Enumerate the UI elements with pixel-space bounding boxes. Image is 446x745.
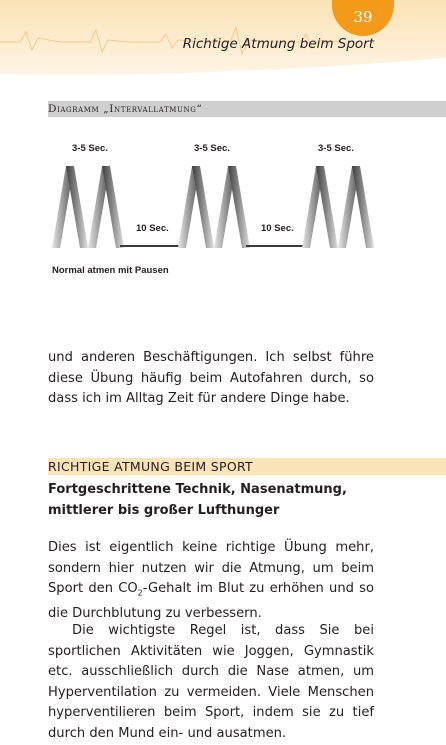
breath-group-2	[178, 166, 250, 248]
pause-duration-label-2: 10 Sec.	[261, 223, 294, 234]
section-heading: RICHTIGE ATMUNG BEIM SPORT	[48, 459, 253, 474]
interval-breathing-diagram	[44, 138, 380, 280]
page-number: 39	[353, 8, 373, 26]
section-heading-bar	[48, 458, 446, 475]
breath-duration-label-3: 3-5 Sec.	[318, 143, 354, 154]
section-paragraph-2: Die wichtigste Regel ist, dass Sie bei sportlichen Aktivitäten wie Joggen, Gymnastik etc. ausschließlich durch die Nase atmen, um Hyperventilation zu vermeiden. Viele Menschen hyperventilieren beim Sport, indem sie zu tief durch den Mund ein- und ausatmen.	[48, 623, 374, 741]
breathing-wave-illustration	[44, 138, 380, 280]
paragraph-top: und anderen Beschäftigungen. Ich selbst führe diese Übung häufig beim Autofahren durch, so dass ich im Alltag Zeit für andere Dinge habe.	[48, 350, 374, 407]
running-title: Richtige Atmung beim Sport	[182, 36, 374, 52]
diagram-heading-bar	[48, 101, 446, 117]
paragraph-1-text-a: Dies ist eigentlich keine richtige Übung mehr, sondern hier nutzen wir die Atmung, um beim Sport den CO	[48, 540, 374, 597]
breath-group-1	[52, 166, 124, 248]
header-curve-decoration	[0, 48, 446, 88]
diagram-caption: Normal atmen mit Pausen	[52, 265, 169, 276]
subscript-2: 2	[137, 588, 143, 598]
breath-duration-label-1: 3-5 Sec.	[72, 143, 108, 154]
breath-group-3	[302, 166, 374, 248]
paragraph-1-text-b: -Gehalt im Blut zu erhöhen und so die Durchblutung zu verbessern.	[48, 581, 374, 622]
breath-duration-label-2: 3-5 Sec.	[194, 143, 230, 154]
section-paragraph-1	[48, 538, 374, 625]
section-subheading: Fortgeschrittene Technik, Nasenatmung, mittlerer bis großer Lufthunger	[48, 482, 347, 518]
diagram-heading: Diagramm „Intervallatmung“	[48, 103, 203, 115]
pause-duration-label-1: 10 Sec.	[136, 223, 169, 234]
